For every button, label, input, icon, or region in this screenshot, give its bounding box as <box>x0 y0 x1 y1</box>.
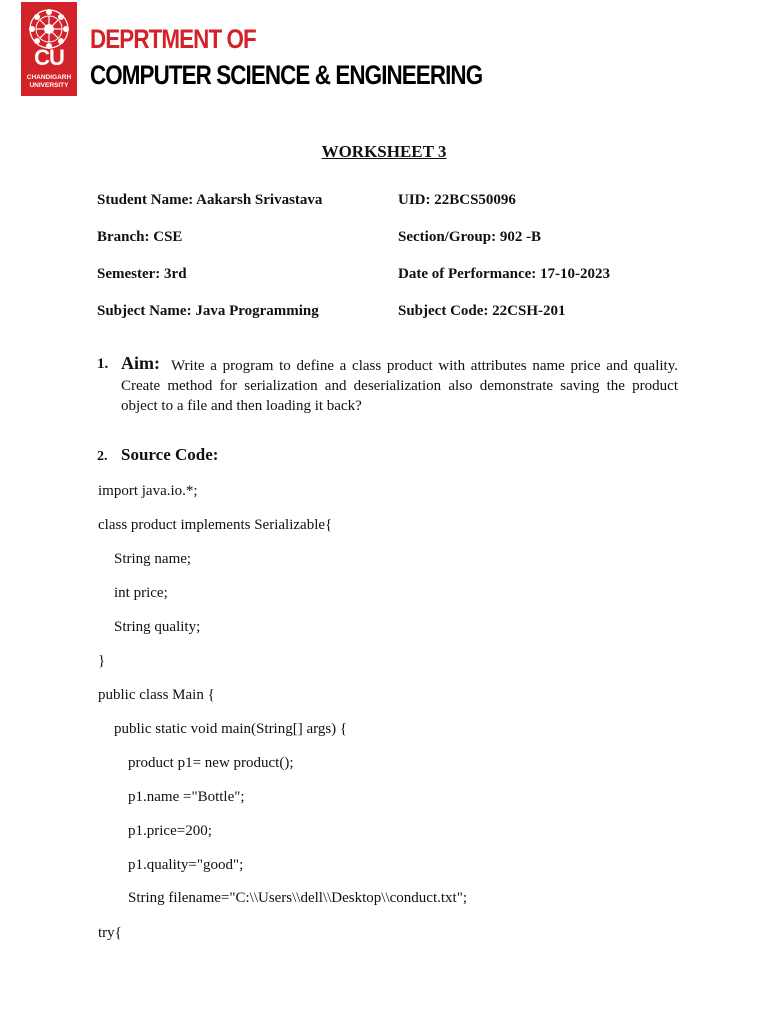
aim-text: Write a program to define a class product with attributes name price and quality. Create method for serialization and deserialization also demonstrate saving the product object to a file and then loading it back? <box>121 358 678 414</box>
code-line: p1.name ="Bottle"; <box>128 789 245 805</box>
code-line: p1.price=200; <box>128 823 212 839</box>
code-line: String quality; <box>114 619 201 635</box>
aim-number: 1. <box>97 356 109 372</box>
department-title-line1: DEPRTMENT OF <box>90 24 256 54</box>
code-line: int price; <box>114 585 168 601</box>
code-line: product p1= new product(); <box>128 755 294 771</box>
branch: Branch: CSE <box>97 229 183 245</box>
section-group: Section/Group: 902 -B <box>398 229 542 245</box>
logo-university-name: CHANDIGARH UNIVERSITY <box>26 74 72 89</box>
semester: Semester: 3rd <box>97 266 187 282</box>
code-line: p1.quality="good"; <box>128 857 244 873</box>
logo-mark: CU <box>34 45 64 70</box>
code-line: public static void main(String[] args) { <box>114 721 348 737</box>
code-line: String filename="C:\\Users\\dell\\Desktop\\conduct.txt"; <box>128 890 467 906</box>
code-line: class product implements Serializable{ <box>98 517 333 533</box>
department-title-line2: COMPUTER SCIENCE & ENGINEERING <box>90 60 483 90</box>
worksheet-title: WORKSHEET 3 <box>321 142 447 161</box>
aim-label: Aim: <box>121 353 160 373</box>
source-code-label: Source Code: <box>121 445 219 464</box>
subject-name: Subject Name: Java Programming <box>97 303 319 319</box>
code-line: String name; <box>114 551 192 567</box>
uid: UID: 22BCS50096 <box>398 192 516 208</box>
subject-code: Subject Code: 22CSH-201 <box>398 303 566 319</box>
code-line: import java.io.*; <box>98 483 198 499</box>
student-name: Student Name: Aakarsh Srivastava <box>97 192 323 208</box>
date-of-performance: Date of Performance: 17-10-2023 <box>398 266 610 282</box>
code-line: public class Main { <box>98 687 215 703</box>
code-line: try{ <box>98 925 122 941</box>
university-logo <box>21 2 77 96</box>
code-line: } <box>98 653 106 669</box>
source-code-number: 2. <box>97 449 108 464</box>
